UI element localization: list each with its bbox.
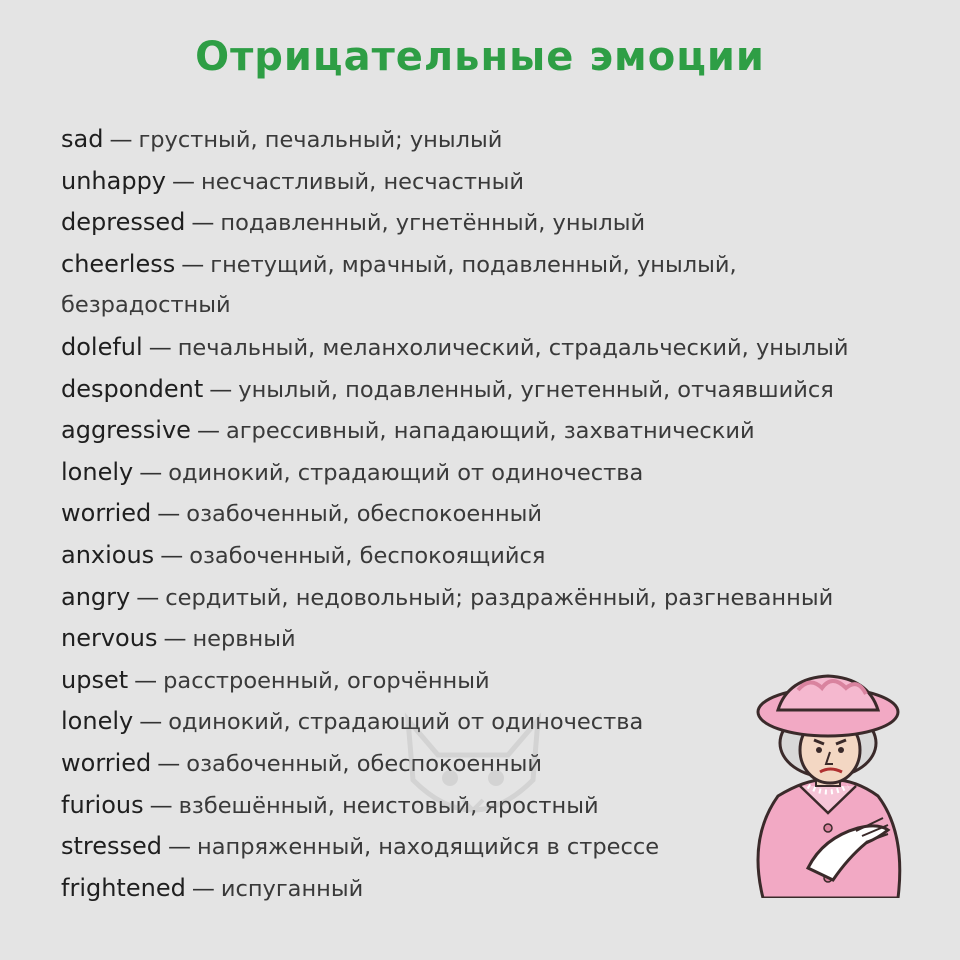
vocab-entry xyxy=(61,202,941,244)
vocab-term: furious xyxy=(61,790,144,819)
vocab-separator: — xyxy=(172,168,196,195)
vocab-term: lonely xyxy=(61,707,134,736)
vocab-definition: безрадостный xyxy=(61,292,231,319)
vocab-definition: озабоченный, обеспокоенный xyxy=(186,750,543,777)
vocab-entry xyxy=(61,577,941,619)
vocab-entry xyxy=(61,535,941,577)
vocab-separator: — xyxy=(149,792,173,819)
vocab-entry xyxy=(61,618,941,660)
vocab-entry xyxy=(61,119,941,161)
vocab-separator: — xyxy=(191,210,215,237)
vocab-term: depressed xyxy=(61,208,186,237)
vocab-separator: — xyxy=(160,542,184,569)
page-title: Отрицательные эмоции xyxy=(195,34,765,80)
vocab-entry xyxy=(61,369,941,411)
queen-illustration-icon xyxy=(738,668,918,898)
vocab-separator: — xyxy=(148,334,172,361)
vocab-entry xyxy=(61,452,941,494)
vocab-separator: — xyxy=(181,251,205,278)
vocab-separator: — xyxy=(168,834,192,861)
vocab-entry xyxy=(61,244,941,286)
vocab-entry-continuation xyxy=(61,285,941,327)
vocab-definition: нервный xyxy=(192,626,296,653)
vocab-term: aggressive xyxy=(61,416,191,445)
vocab-definition: несчастливый, несчастный xyxy=(201,168,525,195)
vocab-separator: — xyxy=(139,459,163,486)
vocab-term: upset xyxy=(61,665,129,694)
vocab-entry xyxy=(61,410,941,452)
vocab-definition: сердитый, недовольный; раздражённый, разгневанный xyxy=(165,584,834,611)
vocab-definition: взбешённый, неистовый, яростный xyxy=(178,792,599,819)
vocab-separator: — xyxy=(157,501,181,528)
vocab-term: stressed xyxy=(61,832,163,861)
vocab-definition: агрессивный, нападающий, захватнический xyxy=(225,418,755,445)
vocab-term: doleful xyxy=(61,332,143,361)
vocab-definition: озабоченный, беспокоящийся xyxy=(189,542,546,569)
vocab-definition: озабоченный, обеспокоенный xyxy=(186,501,543,528)
vocab-term: despondent xyxy=(61,374,204,403)
vocab-definition: расстроенный, огорчённый xyxy=(163,667,490,694)
vocab-separator: — xyxy=(196,418,220,445)
vocab-separator: — xyxy=(163,626,187,653)
vocab-term: frightened xyxy=(61,873,186,902)
vocab-definition: подавленный, угнетённый, унылый xyxy=(220,210,646,237)
vocab-separator: — xyxy=(136,584,160,611)
vocab-entry xyxy=(61,493,941,535)
vocab-separator: — xyxy=(134,667,158,694)
vocab-definition: напряженный, находящийся в стрессе xyxy=(197,834,660,861)
vocab-term: unhappy xyxy=(61,166,167,195)
vocab-term: sad xyxy=(61,125,104,153)
vocab-separator: — xyxy=(209,376,233,403)
vocab-entry xyxy=(61,161,941,203)
vocab-term: lonely xyxy=(61,457,134,486)
vocab-separator: — xyxy=(191,875,215,902)
vocab-definition: одинокий, страдающий от одиночества xyxy=(168,709,644,736)
vocab-separator: — xyxy=(157,750,181,777)
vocab-term: nervous xyxy=(61,624,158,653)
vocab-entry xyxy=(61,327,941,369)
vocab-separator: — xyxy=(109,127,133,153)
vocab-term: worried xyxy=(61,499,152,528)
vocab-term: anxious xyxy=(61,540,155,569)
vocab-term: worried xyxy=(61,748,152,777)
vocab-term: angry xyxy=(61,582,131,611)
vocab-definition: печальный, меланхолический, страдальческий, унылый xyxy=(177,334,849,361)
vocab-term: cheerless xyxy=(61,249,176,278)
fox-logo-watermark-icon xyxy=(368,700,578,850)
vocab-definition: одинокий, страдающий от одиночества xyxy=(168,459,644,486)
vocab-definition: гнетущий, мрачный, подавленный, унылый, xyxy=(210,251,737,278)
vocab-definition: грустный, печальный; унылый xyxy=(138,127,503,153)
vocab-definition: испуганный xyxy=(220,875,364,902)
vocab-definition: унылый, подавленный, угнетенный, отчаявшийся xyxy=(238,376,834,403)
vocab-separator: — xyxy=(139,709,163,736)
